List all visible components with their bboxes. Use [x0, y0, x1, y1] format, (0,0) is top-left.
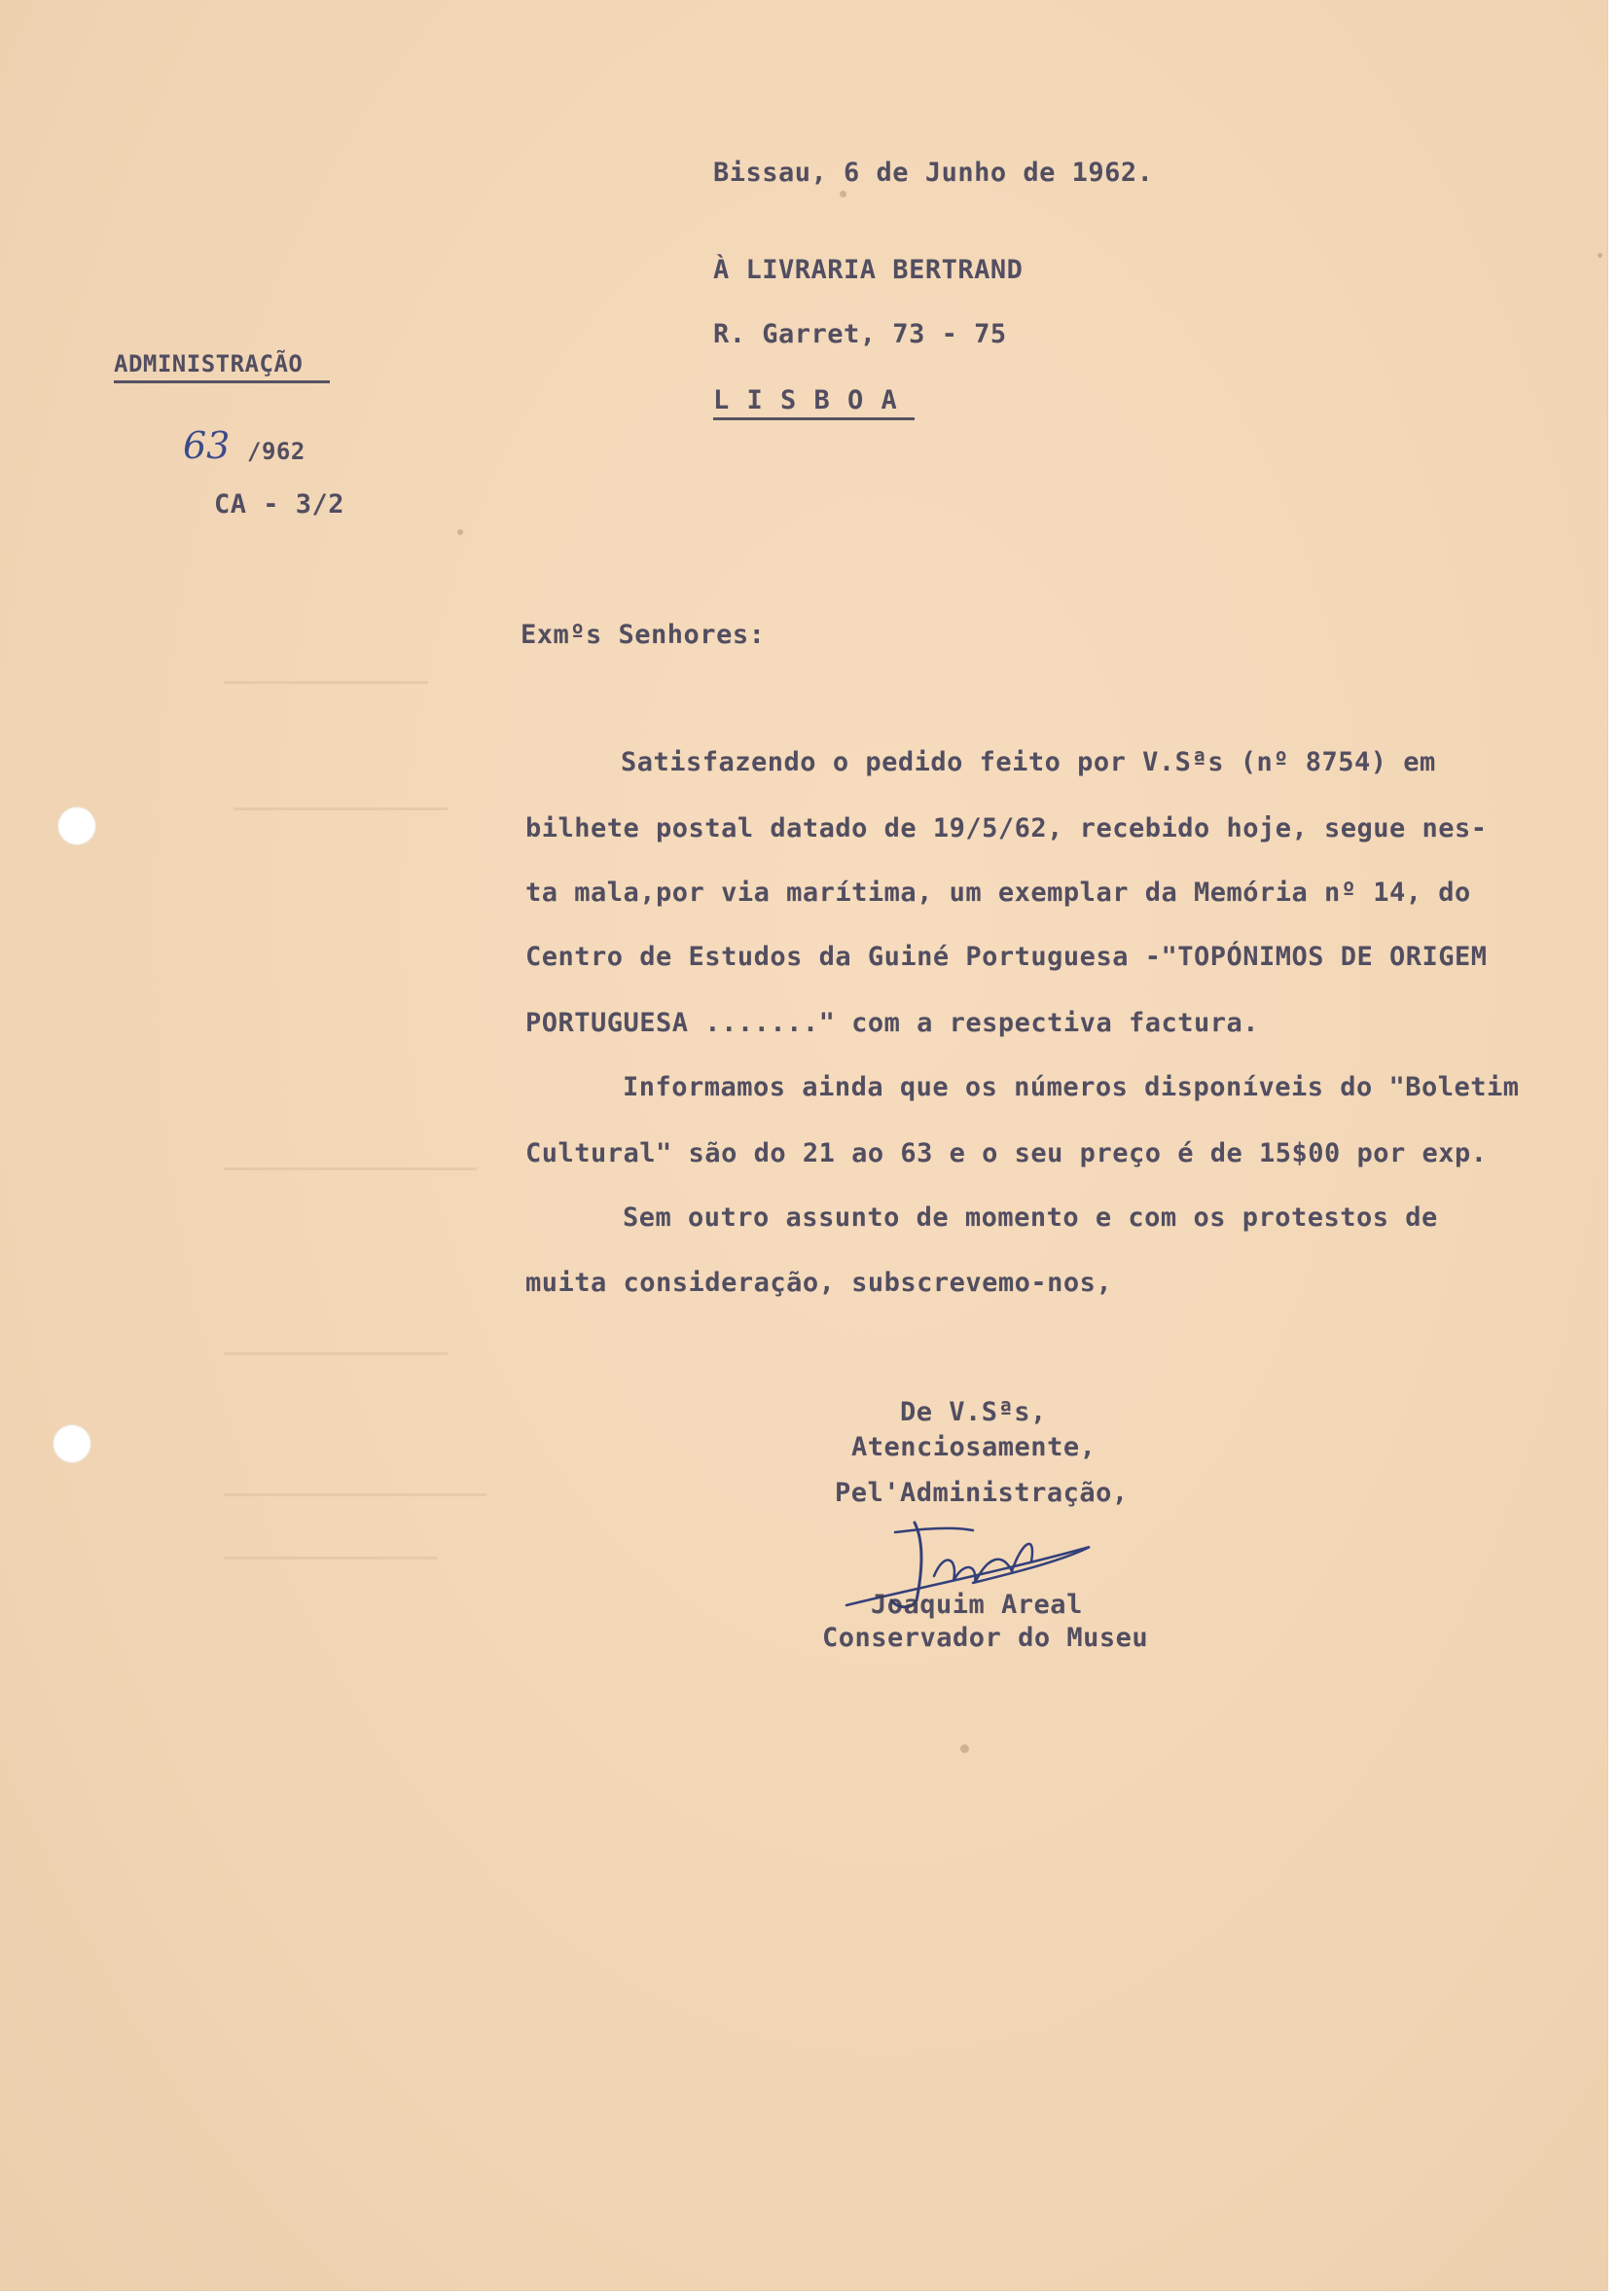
body-line: Satisfazendo o pedido feito por V.Sªs (nº 8754) em	[621, 747, 1436, 777]
show-through-mark	[224, 1167, 477, 1170]
file-code: CA - 3/2	[214, 489, 345, 520]
reference-number-handwritten: 63	[183, 424, 231, 467]
punch-hole-bottom	[53, 1424, 91, 1463]
body-line: Cultural" são do 21 ao 63 e o seu preço é de 15$00 por exp.	[525, 1138, 1488, 1168]
paper-speck	[840, 191, 846, 197]
show-through-mark	[224, 1352, 448, 1355]
body-line: Centro de Estudos da Guiné Portuguesa -"TOPÓNIMOS DE ORIGEM	[525, 942, 1488, 972]
show-through-mark	[224, 1493, 486, 1496]
paper-speck	[1598, 253, 1602, 258]
closing-line: Pel'Administração,	[835, 1478, 1129, 1508]
signatory-name: Joaquim Areal	[871, 1590, 1083, 1620]
department-label: ADMINISTRAÇÃO	[114, 350, 304, 377]
department-underline	[114, 380, 330, 383]
body-line: ta mala,por via marítima, um exemplar da Memória nº 14, do	[525, 878, 1471, 908]
salutation: Exmºs Senhores:	[521, 620, 766, 650]
street-address: R. Garret, 73 - 75	[713, 319, 1007, 349]
addressee: À LIVRARIA BERTRAND	[713, 255, 1024, 285]
city-underline	[713, 417, 915, 420]
body-line: bilhete postal datado de 19/5/62, recebido hoje, segue nes-	[525, 813, 1488, 843]
closing-line: De V.Sªs,	[900, 1397, 1047, 1427]
body-line: Informamos ainda que os números disponíveis do "Boletim	[623, 1072, 1520, 1102]
reference-year: /962	[247, 438, 306, 465]
closing-line: Atenciosamente,	[851, 1432, 1097, 1462]
show-through-mark	[224, 1557, 438, 1560]
punch-hole-top	[57, 807, 96, 845]
signatory-title: Conservador do Museu	[822, 1623, 1149, 1653]
body-line: muita consideração, subscrevemo-nos,	[525, 1268, 1113, 1298]
show-through-mark	[234, 807, 448, 810]
paper-speck	[960, 1744, 969, 1753]
show-through-mark	[224, 681, 428, 684]
paper-speck	[457, 529, 463, 535]
city: L I S B O A	[713, 385, 898, 415]
body-line: PORTUGUESA ......." com a respectiva factura.	[525, 1008, 1259, 1038]
place-date: Bissau, 6 de Junho de 1962.	[713, 158, 1154, 188]
body-line: Sem outro assunto de momento e com os protestos de	[623, 1202, 1438, 1233]
